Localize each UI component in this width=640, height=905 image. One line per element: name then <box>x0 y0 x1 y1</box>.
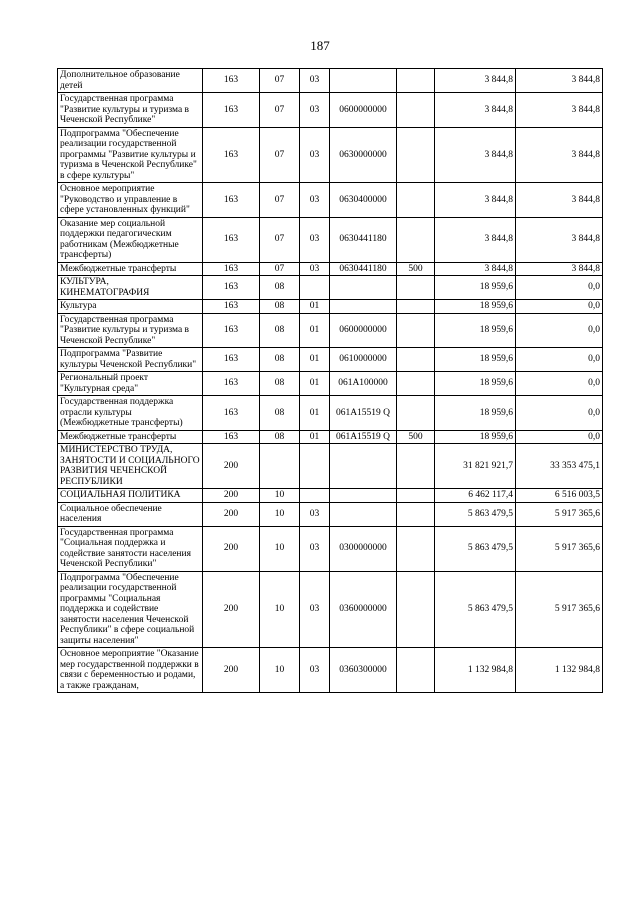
section-code: 07 <box>260 217 300 262</box>
section-code: 07 <box>260 127 300 183</box>
section-code: 10 <box>260 648 300 693</box>
table-row <box>58 502 603 526</box>
row-name: КУЛЬТУРА, КИНЕМАТОГРАФИЯ <box>58 276 203 300</box>
row-name: Государственная программа "Развитие культуры и туризма в Чеченской Республике" <box>58 313 203 348</box>
target-article-code: 0630441180 <box>330 217 397 262</box>
ved-code: 163 <box>203 217 260 262</box>
row-name: Подпрограмма "Обеспечение реализации государственной программы "Развитие культуры и туризма в Чеченской Республике" в сфере культуры" <box>58 127 203 183</box>
expense-type-code <box>397 127 435 183</box>
subsection-code: 01 <box>300 430 330 444</box>
table-row <box>58 648 603 693</box>
expense-type-code: 500 <box>397 262 435 276</box>
ved-code: 163 <box>203 372 260 396</box>
section-code: 10 <box>260 571 300 648</box>
amount-year-2: 33 353 475,1 <box>516 444 603 489</box>
row-name: МИНИСТЕРСТВО ТРУДА, ЗАНЯТОСТИ И СОЦИАЛЬНОГО РАЗВИТИЯ ЧЕЧЕНСКОЙ РЕСПУБЛИКИ <box>58 444 203 489</box>
amount-year-2: 0,0 <box>516 313 603 348</box>
subsection-code: 01 <box>300 396 330 431</box>
amount-year-1: 5 863 479,5 <box>435 526 516 571</box>
amount-year-1: 5 863 479,5 <box>435 502 516 526</box>
row-name: Межбюджетные трансферты <box>58 430 203 444</box>
section-code <box>260 444 300 489</box>
expense-type-code: 500 <box>397 430 435 444</box>
table-row <box>58 444 603 489</box>
subsection-code: 01 <box>300 348 330 372</box>
amount-year-1: 18 959,6 <box>435 372 516 396</box>
target-article-code: 0610000000 <box>330 348 397 372</box>
amount-year-2: 6 516 003,5 <box>516 489 603 503</box>
ved-code: 163 <box>203 93 260 128</box>
table-row <box>58 396 603 431</box>
row-name: СОЦИАЛЬНАЯ ПОЛИТИКА <box>58 489 203 503</box>
amount-year-2: 1 132 984,8 <box>516 648 603 693</box>
expense-type-code <box>397 93 435 128</box>
table-row <box>58 430 603 444</box>
section-code: 08 <box>260 348 300 372</box>
subsection-code: 01 <box>300 313 330 348</box>
table-row <box>58 526 603 571</box>
expense-type-code <box>397 502 435 526</box>
subsection-code: 03 <box>300 127 330 183</box>
subsection-code <box>300 276 330 300</box>
target-article-code: 0360000000 <box>330 571 397 648</box>
subsection-code: 03 <box>300 183 330 218</box>
amount-year-1: 3 844,8 <box>435 262 516 276</box>
amount-year-1: 3 844,8 <box>435 93 516 128</box>
ved-code: 163 <box>203 276 260 300</box>
section-code: 08 <box>260 276 300 300</box>
ved-code: 200 <box>203 571 260 648</box>
amount-year-2: 0,0 <box>516 300 603 314</box>
expense-type-code <box>397 276 435 300</box>
expense-type-code <box>397 69 435 93</box>
target-article-code: 0600000000 <box>330 93 397 128</box>
expense-type-code <box>397 348 435 372</box>
amount-year-2: 3 844,8 <box>516 217 603 262</box>
section-code: 10 <box>260 502 300 526</box>
page-number: 187 <box>310 38 330 53</box>
target-article-code: 0360300000 <box>330 648 397 693</box>
table-row <box>58 571 603 648</box>
subsection-code: 03 <box>300 217 330 262</box>
section-code: 08 <box>260 372 300 396</box>
row-name: Региональный проект "Культурная среда" <box>58 372 203 396</box>
expense-type-code <box>397 489 435 503</box>
table-row <box>58 372 603 396</box>
amount-year-2: 3 844,8 <box>516 183 603 218</box>
row-name: Подпрограмма "Развитие культуры Чеченской Республики" <box>58 348 203 372</box>
expense-type-code <box>397 526 435 571</box>
ved-code: 163 <box>203 396 260 431</box>
target-article-code: 061A15519 Q <box>330 430 397 444</box>
ved-code: 200 <box>203 648 260 693</box>
target-article-code <box>330 276 397 300</box>
section-code: 08 <box>260 396 300 431</box>
expense-type-code <box>397 300 435 314</box>
table-row <box>58 276 603 300</box>
subsection-code: 03 <box>300 69 330 93</box>
ved-code: 163 <box>203 183 260 218</box>
table-row <box>58 217 603 262</box>
row-name: Государственная программа "Развитие культуры и туризма в Чеченской Республике" <box>58 93 203 128</box>
table-row <box>58 489 603 503</box>
row-name: Подпрограмма "Обеспечение реализации государственной программы "Социальная поддержка и содействие занятости населения Чеченской Республики" в сфере социальной защиты населения" <box>58 571 203 648</box>
amount-year-1: 3 844,8 <box>435 183 516 218</box>
expense-type-code <box>397 444 435 489</box>
expense-type-code <box>397 183 435 218</box>
ved-code: 163 <box>203 348 260 372</box>
section-code: 07 <box>260 183 300 218</box>
amount-year-2: 5 917 365,6 <box>516 526 603 571</box>
ved-code: 200 <box>203 502 260 526</box>
table-row <box>58 127 603 183</box>
amount-year-2: 5 917 365,6 <box>516 571 603 648</box>
expense-type-code <box>397 571 435 648</box>
expense-type-code <box>397 217 435 262</box>
section-code: 07 <box>260 69 300 93</box>
row-name: Основное мероприятие "Руководство и управление в сфере установленных функций" <box>58 183 203 218</box>
amount-year-2: 3 844,8 <box>516 69 603 93</box>
amount-year-1: 3 844,8 <box>435 217 516 262</box>
ved-code: 200 <box>203 526 260 571</box>
ved-code: 163 <box>203 127 260 183</box>
row-name: Культура <box>58 300 203 314</box>
subsection-code: 01 <box>300 300 330 314</box>
target-article-code: 0630000000 <box>330 127 397 183</box>
table-row <box>58 262 603 276</box>
expense-type-code <box>397 396 435 431</box>
amount-year-1: 18 959,6 <box>435 396 516 431</box>
target-article-code: 0630441180 <box>330 262 397 276</box>
table-row <box>58 348 603 372</box>
subsection-code: 01 <box>300 372 330 396</box>
ved-code: 163 <box>203 313 260 348</box>
ved-code: 163 <box>203 69 260 93</box>
amount-year-2: 0,0 <box>516 276 603 300</box>
subsection-code: 03 <box>300 262 330 276</box>
amount-year-1: 18 959,6 <box>435 430 516 444</box>
amount-year-1: 18 959,6 <box>435 313 516 348</box>
amount-year-1: 3 844,8 <box>435 69 516 93</box>
row-name: Дополнительное образование детей <box>58 69 203 93</box>
amount-year-1: 6 462 117,4 <box>435 489 516 503</box>
target-article-code: 061A15519 Q <box>330 396 397 431</box>
section-code: 10 <box>260 526 300 571</box>
ved-code: 163 <box>203 262 260 276</box>
section-code: 07 <box>260 93 300 128</box>
row-name: Оказание мер социальной поддержки педагогическим работникам (Межбюджетные трансферты) <box>58 217 203 262</box>
subsection-code: 03 <box>300 526 330 571</box>
target-article-code <box>330 502 397 526</box>
subsection-code: 03 <box>300 93 330 128</box>
row-name: Государственная программа "Социальная поддержка и содействие занятости населения Чеченской Республики" <box>58 526 203 571</box>
target-article-code: 0300000000 <box>330 526 397 571</box>
target-article-code <box>330 69 397 93</box>
target-article-code <box>330 300 397 314</box>
expense-type-code <box>397 648 435 693</box>
subsection-code: 03 <box>300 502 330 526</box>
expense-type-code <box>397 372 435 396</box>
amount-year-2: 5 917 365,6 <box>516 502 603 526</box>
target-article-code: 0630400000 <box>330 183 397 218</box>
target-article-code: 0600000000 <box>330 313 397 348</box>
amount-year-2: 0,0 <box>516 430 603 444</box>
row-name: Государственная поддержка отрасли культуры (Межбюджетные трансферты) <box>58 396 203 431</box>
amount-year-2: 3 844,8 <box>516 262 603 276</box>
amount-year-2: 0,0 <box>516 372 603 396</box>
subsection-code: 03 <box>300 571 330 648</box>
budget-table <box>57 68 603 693</box>
ved-code: 163 <box>203 300 260 314</box>
ved-code: 163 <box>203 430 260 444</box>
table-row <box>58 183 603 218</box>
table-row <box>58 313 603 348</box>
amount-year-2: 0,0 <box>516 396 603 431</box>
row-name: Межбюджетные трансферты <box>58 262 203 276</box>
row-name: Основное мероприятие "Оказание мер государственной поддержки в связи с беременностью и родами, а также гражданам, <box>58 648 203 693</box>
subsection-code: 03 <box>300 648 330 693</box>
table-row <box>58 69 603 93</box>
amount-year-2: 0,0 <box>516 348 603 372</box>
target-article-code: 061A100000 <box>330 372 397 396</box>
subsection-code <box>300 444 330 489</box>
amount-year-1: 5 863 479,5 <box>435 571 516 648</box>
amount-year-1: 18 959,6 <box>435 348 516 372</box>
target-article-code <box>330 444 397 489</box>
amount-year-1: 31 821 921,7 <box>435 444 516 489</box>
subsection-code <box>300 489 330 503</box>
table-row <box>58 93 603 128</box>
amount-year-2: 3 844,8 <box>516 93 603 128</box>
section-code: 10 <box>260 489 300 503</box>
section-code: 08 <box>260 313 300 348</box>
section-code: 08 <box>260 300 300 314</box>
amount-year-1: 1 132 984,8 <box>435 648 516 693</box>
section-code: 07 <box>260 262 300 276</box>
amount-year-1: 3 844,8 <box>435 127 516 183</box>
ved-code: 200 <box>203 444 260 489</box>
target-article-code <box>330 489 397 503</box>
row-name: Социальное обеспечение населения <box>58 502 203 526</box>
amount-year-1: 18 959,6 <box>435 276 516 300</box>
expense-type-code <box>397 313 435 348</box>
amount-year-1: 18 959,6 <box>435 300 516 314</box>
section-code: 08 <box>260 430 300 444</box>
ved-code: 200 <box>203 489 260 503</box>
table-row <box>58 300 603 314</box>
amount-year-2: 3 844,8 <box>516 127 603 183</box>
